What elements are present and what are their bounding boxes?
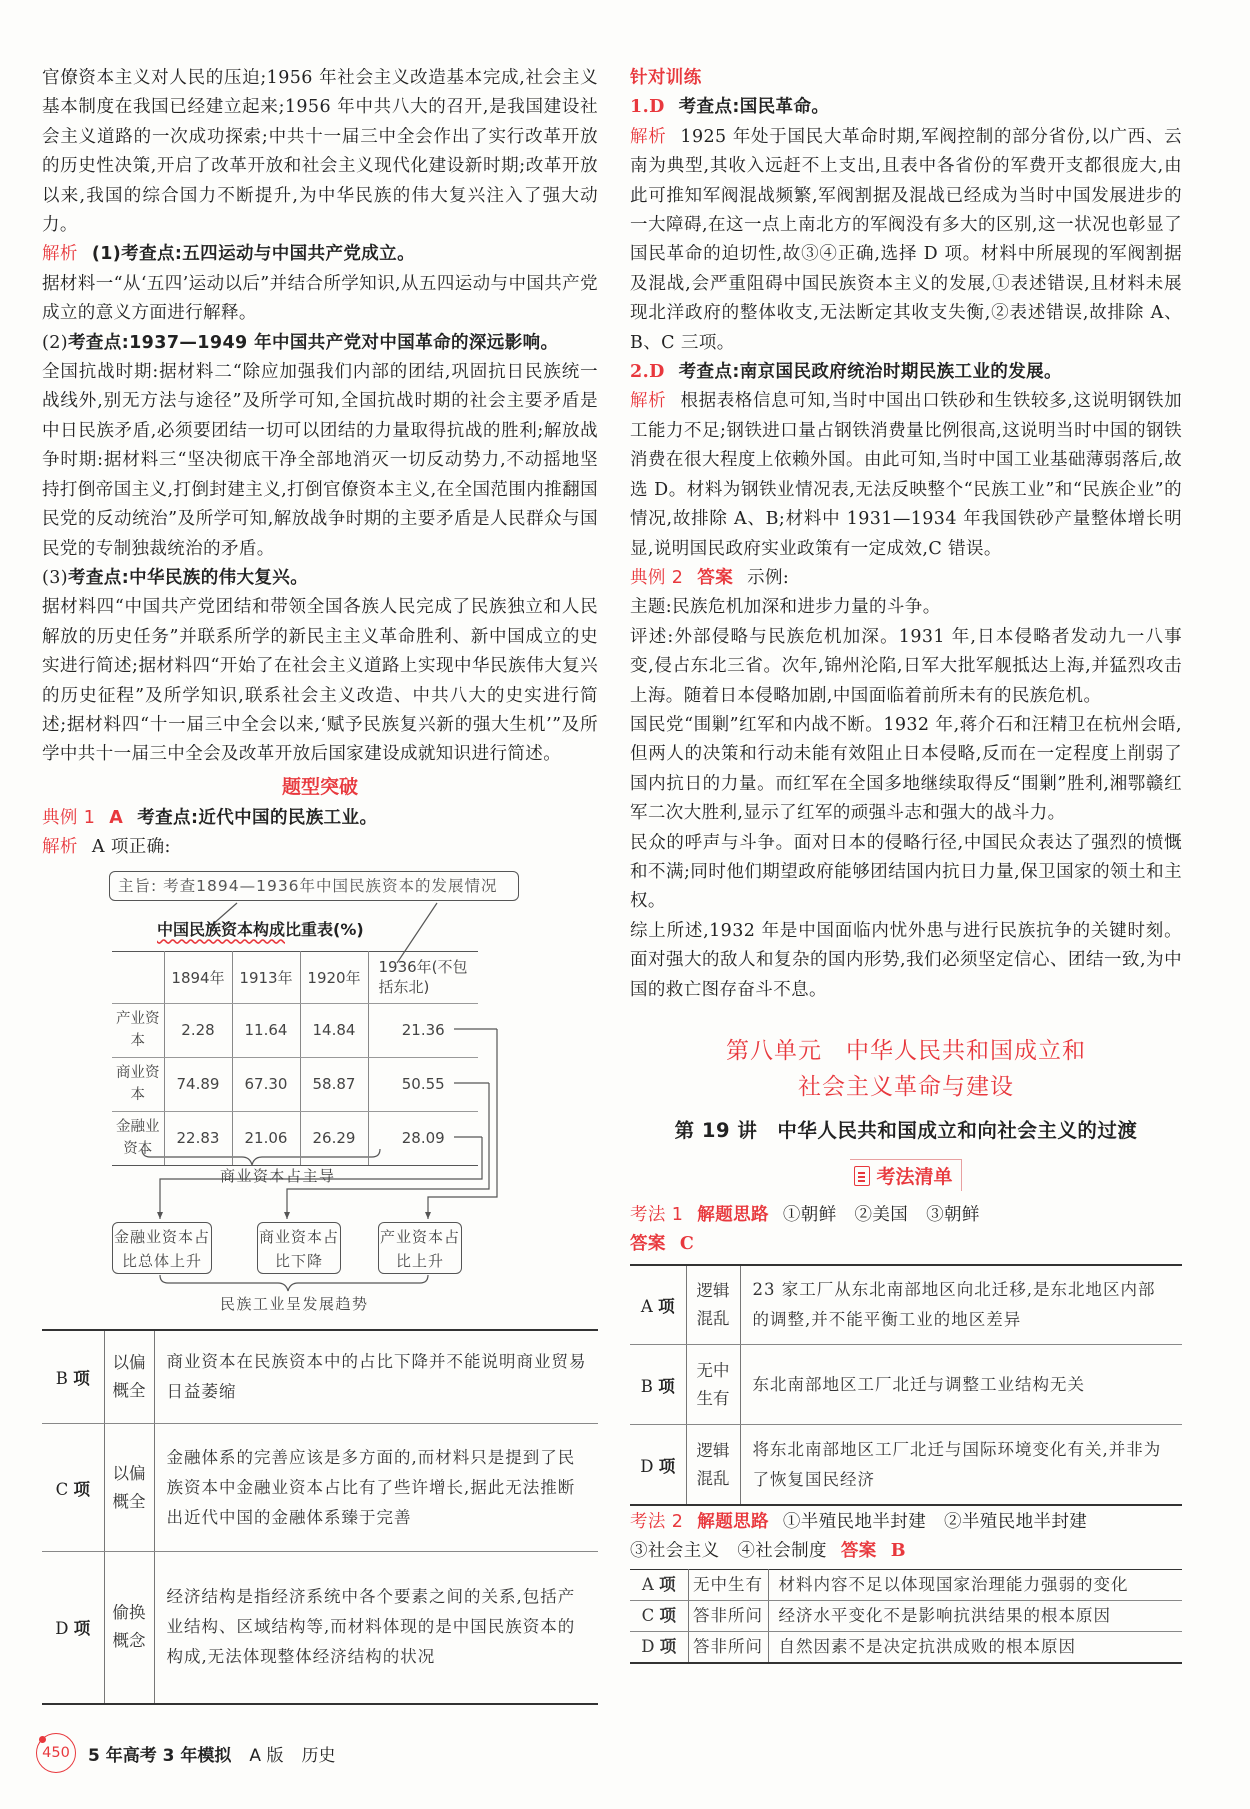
q2-heading: (2)考查点:1937—1949 年中国共产党对中国革命的深远影响。	[42, 332, 559, 353]
method2-ideas: 考法 2 解题思路 ①半殖民地半封建 ②半殖民地半封建	[630, 1511, 1088, 1532]
right-column	[630, 64, 1182, 1664]
q1-text: 据材料一“从‘五四’运动以后”并结合所学知识,从五四运动与中国共产党成立的意义方面进行解释。	[42, 273, 598, 324]
t1-analysis: 解析 1925 年处于国民大革命时期,军阀控制的部分省份,以广西、云南为典型,其收入远赶不上支出,且表中各省份的军费开支都很庞大,由此可推知军阀混战频繁,军阀割据及混战已经成为当时中国发展进步的一大障碍,在这一点上南北方的军阀没有多大的区别,这一状况也彰显了国民革命的迫切性,故③④正确,选择 D 项。材料中所展现的军阀割据及混战,会严重阻碍中国民族资本主义的发展,①表述错误,且材料未展现北洋政府的整体收支,无法断定其收支失衡,②表述错误,故排除 A、B、C 三项。	[630, 126, 1182, 353]
table-row: C 项 以偏概全 金融体系的完善应该是多方面的,而材料只是提到了民族资本中金融业资本占比有了些许增长,据此无法推断出近代中国的金融体系臻于完善	[42, 1424, 598, 1552]
example1-heading: 典例 1 A 考查点:近代中国的民族工业。	[42, 807, 378, 828]
q3-text: 据材料四“中国共产党团结和带领全国各族人民完成了民族独立和人民解放的历史任务”并联系所学的新民主主义革命胜利、新中国成立的史实进行简述;据材料四“开始了在社会主义道路上实现中华民族伟大复兴的历史征程”及所学知识,联系社会主义改造、中共八大的史实进行简述;据材料四“十一届三中全会以来,‘赋予民族复兴新的强大生机’”及所学中共十一届三中全会及改革开放后国家建设成就知识进行简述。	[42, 597, 598, 765]
example2-paragraph: 国民党“围剿”红军和内战不断。1932 年,蒋介石和汪精卫在杭州会晤,但两人的决策和行动未能有效阻止日本侵略,反而在一定程度上削弱了国内抗日的力量。而红军在全国多地继续取得反“围剿”胜利,湘鄂赣红军二次大胜利,显示了红军的顽强斗志和强大的战斗力。	[630, 714, 1182, 824]
page-footer	[36, 1733, 335, 1773]
method2-options-table	[630, 1569, 1182, 1664]
flow-box-commerce: 商业资本占比下降	[257, 1222, 341, 1274]
table-row: D 项 偷换概念 经济结构是指经济系统中各个要素之间的关系,包括产业结构、区域结构等,而材料体现的是中国民族资本的构成,无法体现整体经济结构的状况	[42, 1552, 598, 1704]
capital-table	[112, 951, 478, 1166]
capital-structure-diagram	[42, 867, 598, 1319]
table-row: B 项 无中生有 东北南部地区工厂北迁与调整工业结构无关	[630, 1345, 1182, 1425]
options-table	[42, 1329, 598, 1705]
example1-analysis: 解析 A 项正确:	[42, 837, 171, 858]
q3-heading: (3)考查点:中华民族的伟大复兴。	[42, 567, 309, 588]
table-row: C 项 答非所问 经济水平变化不是影响抗洪结果的根本原因	[630, 1600, 1182, 1631]
q2-text: 全国抗战时期:据材料二“除应加强我们内部的团结,巩固抗日民族统一战线外,别无方法与途径”及所学可知,全国抗战时期的社会主要矛盾是中日民族矛盾,必须要团结一切可以团结的力量取得抗战的胜利;解放战争时期:据材料三“坚决彻底干净全部地消灭一切反动势力,不动摇地坚持打倒帝国主义,打倒封建主义,打倒官僚资本主义,在全国范围内推翻国民党的反动统治”及所学可知,解放战争时期的主要矛盾是人民群众与国民党的专制独裁统治的矛盾。	[42, 362, 598, 559]
table-row: 商业资本 74.89 67.30 58.87 50.55	[112, 1057, 478, 1111]
table-row: B 项 以偏概全 商业资本在民族资本中的占比下降并不能说明商业贸易日益萎缩	[42, 1330, 598, 1424]
table-row: D 项 答非所问 自然因素不是决定抗洪成败的根本原因	[630, 1631, 1182, 1663]
flow-box-industry: 产业资本占比上升	[378, 1222, 462, 1274]
tag-header: 考法清单	[630, 1159, 1182, 1191]
page-number: 450	[36, 1733, 76, 1773]
note-box: 主旨: 考查1894—1936年中国民族资本的发展情况	[109, 871, 519, 901]
example2-paragraph: 民众的呼声与斗争。面对日本的侵略行径,中国民众表达了强烈的愤慨和不满;同时他们期望政府能够团结国内抗日力量,保卫国家的领土和主权。	[630, 832, 1182, 912]
lecture-title: 第 19 讲 中华人民共和国成立和向社会主义的过渡	[674, 1119, 1138, 1142]
clipboard-icon	[854, 1166, 870, 1186]
t2-analysis: 解析 根据表格信息可知,当时中国出口铁砂和生铁较多,这说明钢铁加工能力不足;钢铁进口量占钢铁消费量比例很高,这说明当时中国的钢铁消费在很大程度上依赖外国。由此可知,当时中国工业基础薄弱落后,故选 D。材料为钢铁业情况表,无法反映整个“民族工业”和“民族企业”的情况,故排除 A、B;材料中 1931—1934 年我国铁砂产量整体增长明显,说明国民政府实业政策有一定成效,C 错误。	[630, 391, 1182, 559]
t2-heading: 2.D 考查点:南京国民政府统治时期民族工业的发展。	[630, 362, 1062, 383]
table-row: A 项 无中生有 材料内容不足以体现国家治理能力强弱的变化	[630, 1569, 1182, 1600]
flow-box-finance: 金融业资本占比总体上升	[112, 1222, 212, 1274]
table-header-row: 1894年 1913年 1920年 1936年(不包括东北)	[112, 951, 478, 1003]
method1-ideas: 考法 1 解题思路 ①朝鲜 ②美国 ③朝鲜	[630, 1205, 980, 1225]
brace-label: 商业资本占主导	[220, 1166, 336, 1185]
example2-theme: 主题:民族危机加深和进步力量的斗争。	[630, 597, 941, 618]
method2-answer: ③社会主义 ④社会制度 答案 B	[630, 1541, 906, 1562]
book-title: 5 年高考 3 年模拟 A 版 历史	[88, 1745, 336, 1766]
intro-paragraph: 官僚资本主义对人民的压迫;1956 年社会主义改造基本完成,社会主义基本制度在我国已经建立起来;1956 年中共八大的召开,是我国建设社会主义道路的一次成功探索;中共十一届三中全会作出了实行改革开放的历史性决策,开启了改革开放和社会主义现代化建设新时期;改革开放以来,我国的综合国力不断提升,为中华民族的伟大复兴注入了强大动力。	[42, 68, 598, 236]
table-title: 中国民族资本构成比重表(%)	[157, 919, 364, 939]
left-column	[42, 64, 598, 1705]
method1-options-table	[630, 1264, 1182, 1506]
unit-title-line2: 社会主义革命与建设	[798, 1074, 1014, 1100]
method1-answer: 答案 C	[630, 1234, 695, 1255]
conclusion-label: 民族工业呈发展趋势	[220, 1294, 369, 1313]
q1-heading: 解析 (1)考查点:五四运动与中国共产党成立。	[42, 244, 415, 265]
training-title: 针对训练	[630, 68, 702, 88]
analysis-label: 解析	[42, 244, 78, 265]
unit-title-line1: 第八单元 中华人民共和国成立和	[726, 1038, 1086, 1064]
table-row: 产业资本 2.28 11.64 14.84 21.36	[112, 1003, 478, 1057]
table-row: 金融业资本 22.83 21.06 26.29 28.09	[112, 1111, 478, 1165]
unit-header	[630, 1033, 1182, 1105]
table-row: D 项 逻辑混乱 将东北南部地区工厂北迁与国际环境变化有关,并非为了恢复国民经济	[630, 1425, 1182, 1505]
example2-heading: 典例 2 答案 示例:	[630, 567, 790, 588]
table-row: A 项 逻辑混乱 23 家工厂从东北南部地区向北迁移,是东北地区内部的调整,并不能平衡工业的地区差异	[630, 1265, 1182, 1345]
example2-paragraph: 评述:外部侵略与民族危机加深。1931 年,日本侵略者发动九一八事变,侵占东北三省。次年,锦州沦陷,日军大批军舰抵达上海,并猛烈攻击上海。随着日本侵略加剧,中国面临着前所未有的民族危机。	[630, 626, 1182, 706]
section-title: 题型突破	[281, 775, 358, 798]
example2-paragraph: 综上所述,1932 年是中国面临内忧外患与进行民族抗争的关键时刻。面对强大的敌人和复杂的国内形势,我们必须坚定信心、团结一致,为中国的救亡图存奋斗不息。	[630, 920, 1182, 1000]
t1-heading: 1.D 考查点:国民革命。	[630, 97, 830, 118]
